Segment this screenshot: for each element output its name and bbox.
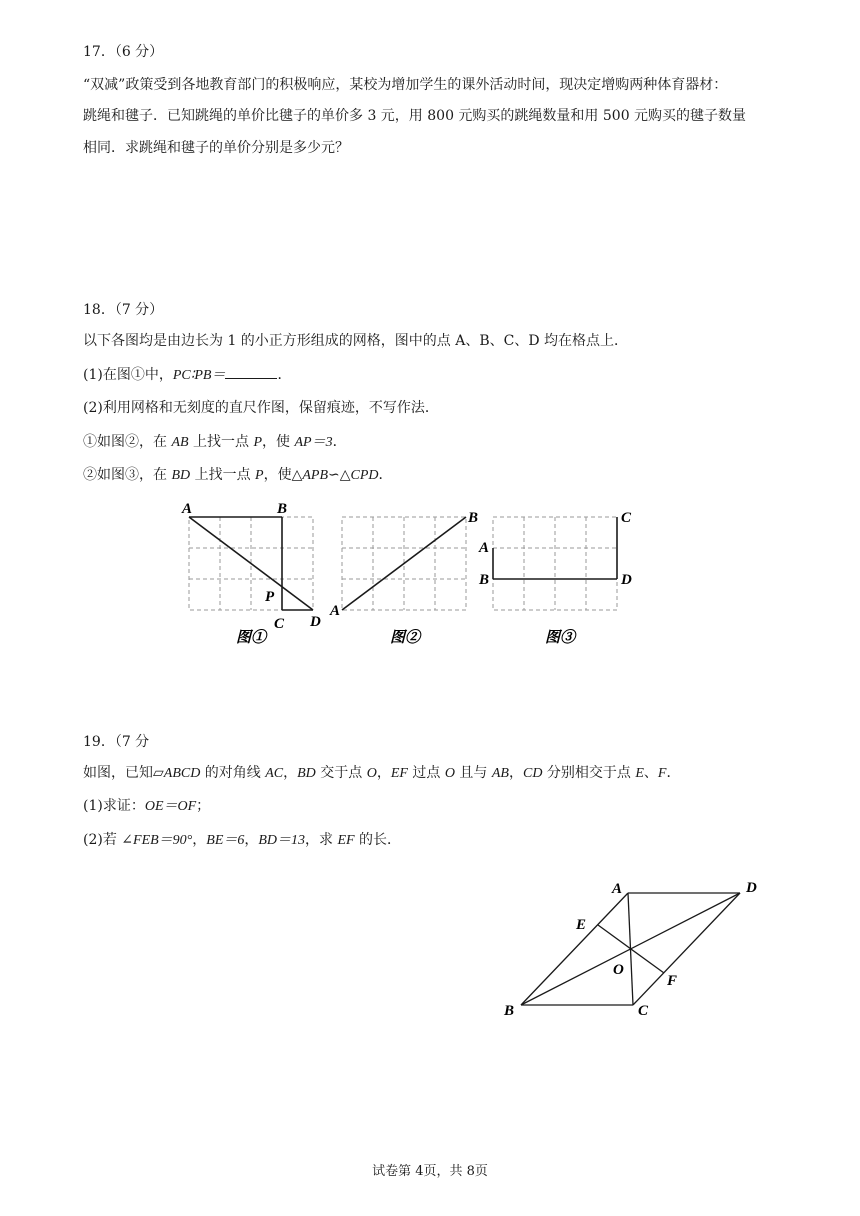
- q18-sub2-sep: ，使: [263, 467, 292, 483]
- q19-t3: ，: [283, 765, 298, 781]
- fig3-caption: 图③: [545, 630, 576, 646]
- q19-part2-sep1: ，: [192, 832, 207, 848]
- fig1-label-b: B: [277, 501, 288, 517]
- q17-line-2: 跳绳和毽子．已知跳绳的单价比毽子的单价多 3 元，用 800 元购买的跳绳数量和用 500 元购买的毽子数量: [83, 108, 747, 124]
- q18-sub1: [83, 432, 347, 453]
- q19-part1-prefix: (1)求证：: [83, 798, 145, 814]
- fig3-label-d: D: [621, 572, 632, 588]
- q19-label-b: B: [504, 1003, 515, 1019]
- q18-sub2-mid: 上找一点: [190, 467, 256, 483]
- q19-bd: BD: [297, 766, 316, 781]
- q19-label-c: C: [638, 1003, 649, 1019]
- parallelogram-lines: [521, 893, 740, 1005]
- fig2-label-b: B: [468, 510, 479, 526]
- q19-label-a: A: [612, 881, 623, 897]
- q19-part2-expr1: ∠FEB＝90°: [121, 833, 193, 848]
- q19-part1: [83, 796, 210, 817]
- q19-line-1: [83, 763, 680, 784]
- q19-f: F: [657, 766, 667, 781]
- q18-sub2-prefix: ②如图③，在: [83, 467, 172, 483]
- q19-t7: 且与: [454, 765, 492, 781]
- q19-part2-expr3: BD＝13: [258, 833, 306, 848]
- q19-t8: ，: [508, 765, 523, 781]
- fig2-label-a: A: [330, 603, 341, 619]
- q18-part1-end: ．: [277, 367, 292, 383]
- q18-sub1-sep: ，使: [262, 434, 295, 450]
- q19-part2-prefix: (2)若: [83, 832, 122, 848]
- q19-t1: 如图，已知: [83, 765, 153, 781]
- q18-part1-expr: PC∶PB＝: [172, 368, 226, 383]
- q19-t9: 分别相交于点: [542, 765, 636, 781]
- q19-part2-mid: ，求: [305, 832, 338, 848]
- q18-sub1-expr: AP＝3: [294, 435, 333, 450]
- page-footer: 试卷第 4页，共 8页: [372, 1164, 488, 1179]
- q18-sub2-expr: △APB∽△CPD: [291, 468, 379, 483]
- q18-sub1-ab: AB: [171, 435, 189, 450]
- parallelogram-figure: [490, 870, 780, 1030]
- q19-part1-end: ；: [196, 798, 211, 814]
- q19-label-o: O: [613, 962, 624, 978]
- q18-sub2-end: ．: [378, 467, 393, 483]
- q18-sub2-p: P: [255, 468, 264, 483]
- q19-t6: 过点: [407, 765, 445, 781]
- q17-line-1: “双减”政策受到各地教育部门的积极响应，某校为增加学生的课外活动时间，现决定增购两种体育器材：: [83, 77, 728, 93]
- q18-part1: [83, 364, 291, 386]
- q19-label-f: F: [667, 973, 678, 989]
- fig1-label-a: A: [182, 501, 193, 517]
- q18-part1-prefix: (1)在图①中，: [83, 367, 173, 383]
- q18-sub2-bd: BD: [171, 468, 191, 483]
- q19-abcd: ▱ABCD: [153, 766, 201, 781]
- q18-sub1-prefix: ①如图②，在: [83, 434, 172, 450]
- q17-line-3: 相同．求跳绳和毽子的单价分别是多少元？: [83, 140, 349, 156]
- q19-part1-expr: OE＝OF: [144, 799, 197, 814]
- q19-t11: ．: [666, 765, 681, 781]
- q19-ab: AB: [491, 766, 509, 781]
- q19-part2: [83, 830, 401, 851]
- fig1-label-p: P: [265, 589, 275, 605]
- q19-e: E: [635, 766, 644, 781]
- q19-ac: AC: [265, 766, 284, 781]
- q19-t5: ，: [376, 765, 391, 781]
- q19-header: 19．（7 分: [83, 734, 150, 750]
- fig1-label-c: C: [274, 616, 285, 632]
- q19-o: O: [366, 766, 377, 781]
- q18-figures: [170, 495, 650, 655]
- q19-part2-expr2: BE＝6: [206, 833, 245, 848]
- q19-t4: 交于点: [315, 765, 367, 781]
- q19-t10: 、: [643, 765, 658, 781]
- q18-part2: (2)利用网格和无刻度的直尺作图，保留痕迹，不写作法．: [83, 400, 439, 416]
- q18-sub2: [83, 465, 393, 486]
- q19-cd: CD: [522, 766, 543, 781]
- q19-ef: EF: [390, 766, 408, 781]
- q19-t2: 的对角线: [200, 765, 266, 781]
- q19-o2: O: [444, 766, 455, 781]
- answer-blank[interactable]: [225, 364, 277, 379]
- q19-part2-end: 的长．: [354, 832, 402, 848]
- q18-sub1-p: P: [253, 435, 263, 450]
- q18-sub1-end: ．: [332, 434, 347, 450]
- q19-part2-sep2: ，: [244, 832, 259, 848]
- fig3-label-a: A: [479, 540, 490, 556]
- q18-sub1-mid: 上找一点: [188, 434, 254, 450]
- q19-part2-ef: EF: [337, 833, 355, 848]
- q18-header: 18．（7 分）: [83, 302, 164, 318]
- q19-label-d: D: [746, 880, 757, 896]
- fig1-label-d: D: [310, 614, 321, 630]
- fig3-label-b: B: [479, 572, 490, 588]
- q17-header: 17．（6 分）: [83, 44, 164, 60]
- fig2-caption: 图②: [390, 630, 421, 646]
- q19-label-e: E: [576, 917, 587, 933]
- figure-3-grid: [493, 517, 617, 610]
- fig3-label-c: C: [621, 510, 632, 526]
- fig1-caption: 图①: [236, 630, 267, 646]
- q18-intro: 以下各图均是由边长为 1 的小正方形组成的网格，图中的点 A、B、C、D 均在格点上．: [83, 333, 629, 349]
